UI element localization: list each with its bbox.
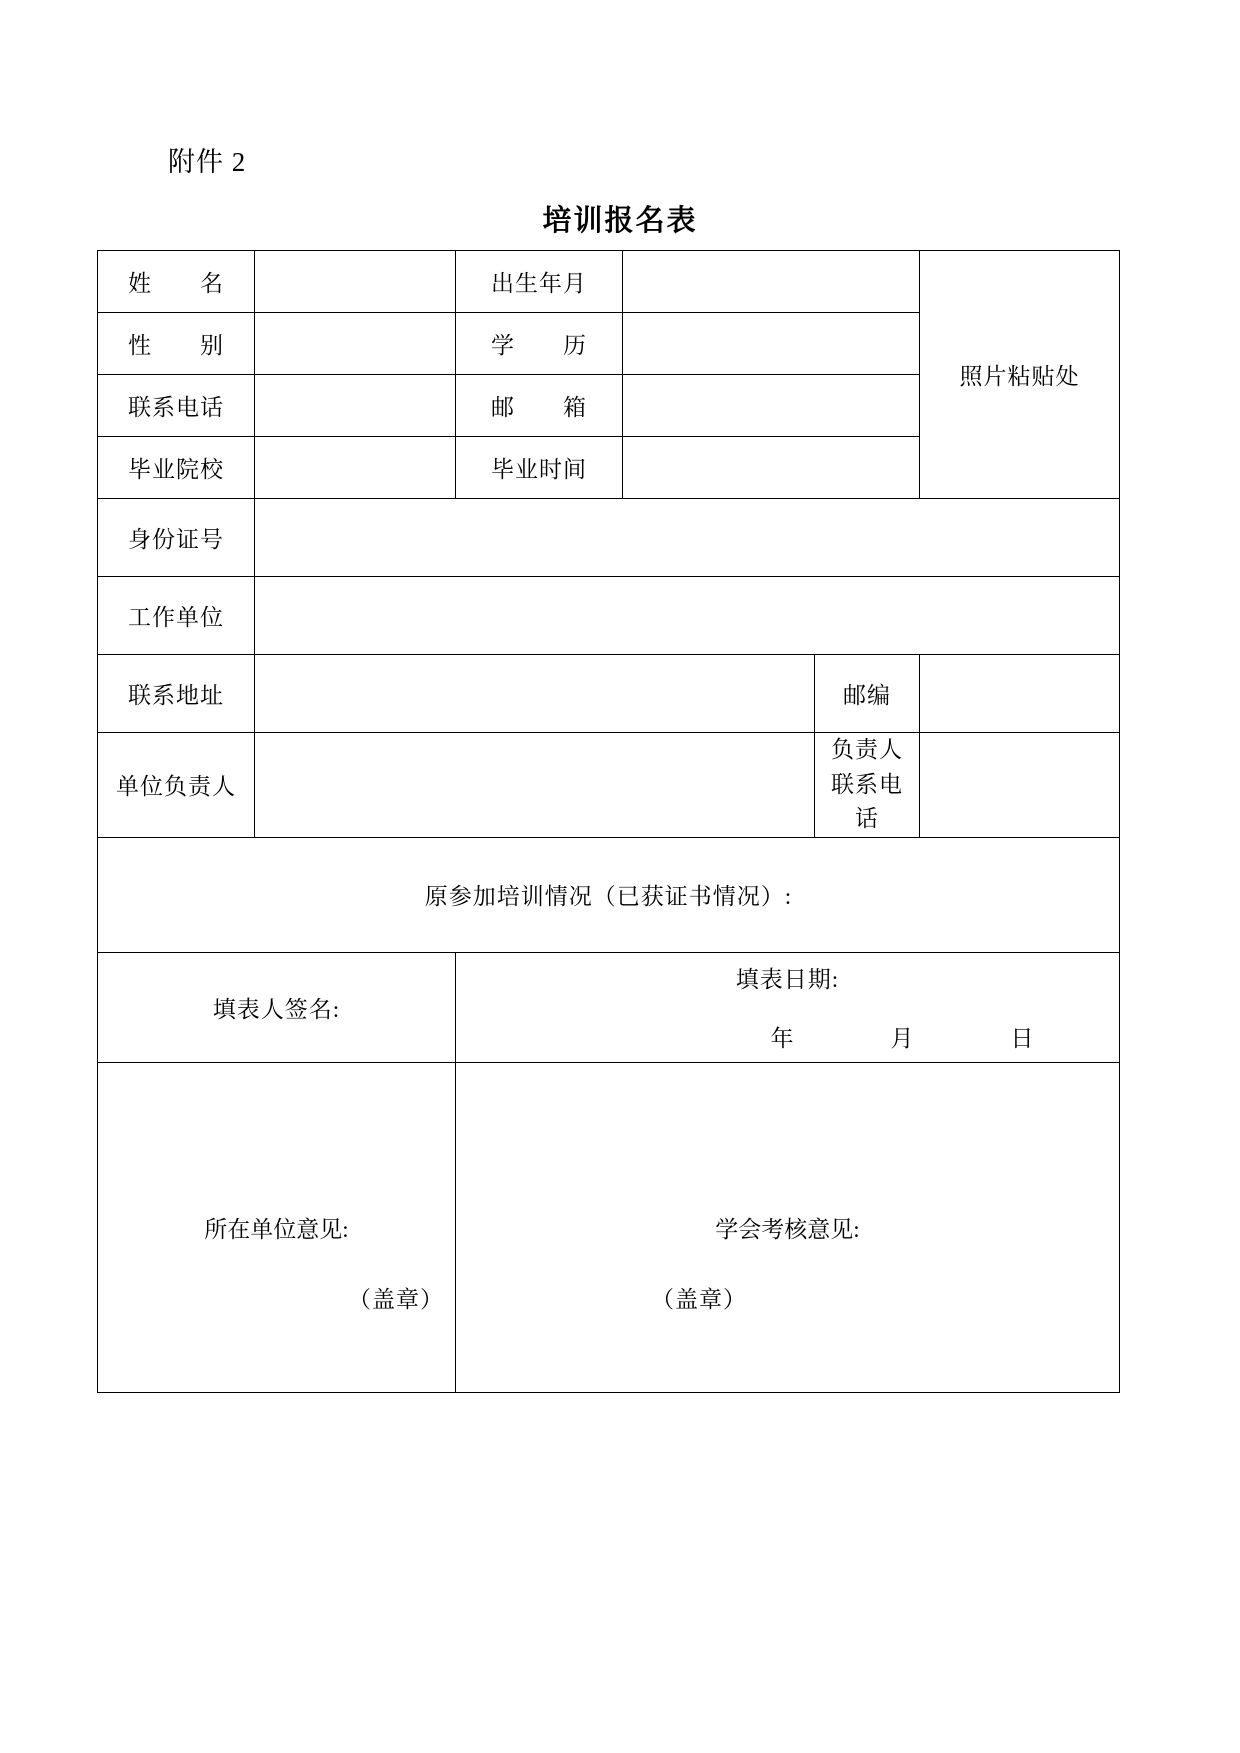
field-value-gender[interactable] bbox=[255, 313, 456, 375]
field-value-id-number[interactable] bbox=[255, 499, 1120, 577]
association-opinion-label: 学会考核意见: bbox=[715, 1216, 860, 1242]
unit-opinion-section[interactable] bbox=[98, 1062, 456, 1392]
field-value-email[interactable] bbox=[623, 375, 920, 437]
table-row bbox=[98, 577, 1120, 655]
field-value-work-unit[interactable] bbox=[255, 577, 1120, 655]
leader-phone-label-line1: 负责人 bbox=[831, 737, 903, 762]
field-value-education[interactable] bbox=[623, 313, 920, 375]
field-label-address: 联系地址 bbox=[98, 655, 255, 733]
field-label-postcode: 邮编 bbox=[815, 655, 920, 733]
field-label-email: 邮 箱 bbox=[456, 375, 623, 437]
table-row bbox=[98, 837, 1120, 952]
table-row bbox=[98, 733, 1120, 838]
registration-form-table bbox=[97, 250, 1120, 1393]
attachment-label: 附件 2 bbox=[168, 147, 247, 177]
table-row bbox=[98, 499, 1120, 577]
field-label-birth: 出生年月 bbox=[456, 251, 623, 313]
unit-opinion-label: 所在单位意见: bbox=[204, 1216, 349, 1242]
field-value-birth[interactable] bbox=[623, 251, 920, 313]
field-label-id-number: 身份证号 bbox=[98, 499, 255, 577]
field-label-school: 毕业院校 bbox=[98, 437, 255, 499]
field-label-education: 学 历 bbox=[456, 313, 623, 375]
association-opinion-seal: （盖章） bbox=[651, 1286, 747, 1312]
field-label-gender: 性 别 bbox=[98, 313, 255, 375]
field-label-work-unit: 工作单位 bbox=[98, 577, 255, 655]
table-row bbox=[98, 1062, 1120, 1392]
field-value-school[interactable] bbox=[255, 437, 456, 499]
field-label-unit-leader: 单位负责人 bbox=[98, 733, 255, 838]
previous-training-section[interactable]: 原参加培训情况（已获证书情况）: bbox=[98, 837, 1120, 952]
field-label-name: 姓 名 bbox=[98, 251, 255, 313]
field-value-unit-leader[interactable] bbox=[255, 733, 815, 838]
field-value-phone[interactable] bbox=[255, 375, 456, 437]
field-value-leader-phone[interactable] bbox=[920, 733, 1120, 838]
table-row bbox=[98, 251, 1120, 313]
association-opinion-section[interactable] bbox=[456, 1062, 1120, 1392]
unit-opinion-seal: （盖章） bbox=[348, 1286, 444, 1312]
field-label-phone: 联系电话 bbox=[98, 375, 255, 437]
fill-date-section[interactable] bbox=[456, 952, 1120, 1062]
leader-phone-label-line2: 联系电话 bbox=[831, 771, 903, 831]
fill-date-label: 填表日期: bbox=[735, 967, 840, 992]
field-value-address[interactable] bbox=[255, 655, 815, 733]
photo-paste-area[interactable]: 照片粘贴处 bbox=[920, 251, 1120, 499]
field-value-postcode[interactable] bbox=[920, 655, 1120, 733]
table-row bbox=[98, 655, 1120, 733]
field-label-leader-phone bbox=[815, 733, 920, 838]
page-title: 培训报名表 bbox=[542, 205, 698, 237]
table-row bbox=[98, 952, 1120, 1062]
date-units: 年 月 日 bbox=[770, 1026, 1035, 1051]
field-value-graduation[interactable] bbox=[623, 437, 920, 499]
field-label-graduation: 毕业时间 bbox=[456, 437, 623, 499]
signature-section[interactable]: 填表人签名: bbox=[98, 952, 456, 1062]
field-value-name[interactable] bbox=[255, 251, 456, 313]
